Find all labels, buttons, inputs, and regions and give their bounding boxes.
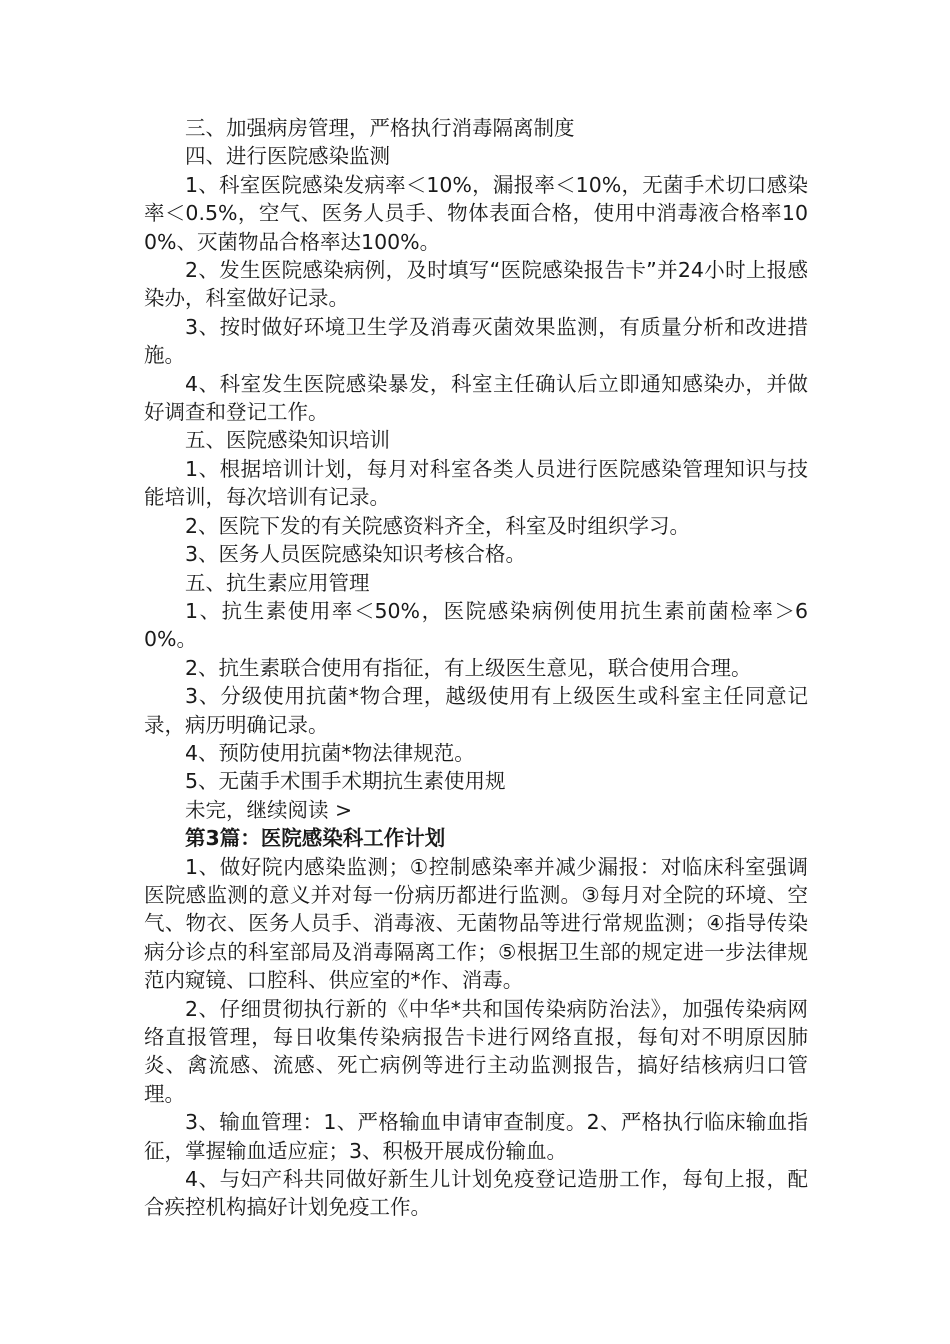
paragraph-epidemic-law: 2、仔细贯彻执行新的《中华*共和国传染病防治法》，加强传染病网络直报管理，每日收集传染病报告卡进行网络直报，每旬对不明原因肺炎、禽流感、流感、死亡病例等进行主动监测报告，搞好结核病归口管理。 bbox=[144, 996, 808, 1106]
paragraph-antibiotic-grading: 3、分级使用抗菌*物合理，越级使用有上级医生或科室主任同意记录，病历明确记录。 bbox=[144, 684, 808, 737]
paragraph-antibiotic-combination: 2、抗生素联合使用有指征，有上级医生意见，联合使用合理。 bbox=[185, 655, 752, 680]
paragraph-blood-transfusion: 3、输血管理：1、严格输血申请审查制度。2、严格执行临床输血指征，掌握输血适应症；3、积极开展成份输血。 bbox=[144, 1110, 808, 1163]
paragraph-hospital-monitoring: 1、做好院内感染监测；①控制感染率并减少漏报：对临床科室强调医院感监测的意义并对每一份病历都进行监测。③每月对全院的环境、空气、物衣、医务人员手、消毒液、无菌物品等进行常规监测；④指导传染病分诊点的科室部局及消毒隔离工作；⑤根据卫生部的规定进一步法律规范内窥镜、口腔科、供应室的*作、消毒。 bbox=[144, 854, 808, 993]
section-heading-infection-monitoring: 四、进行医院感染监测 bbox=[185, 144, 390, 169]
continue-reading-link[interactable]: 未完，继续阅读 > bbox=[185, 797, 353, 822]
paragraph-antibiotic-prevention: 4、预防使用抗菌*物法律规范。 bbox=[185, 740, 475, 765]
chapter-title: 第3篇：医院感染科工作计划 bbox=[185, 826, 446, 851]
paragraph-infection-report: 2、发生医院感染病例，及时填写“医院感染报告卡”并24小时上报感染办，科室做好记录。 bbox=[144, 258, 808, 311]
paragraph-environment-monitoring: 3、按时做好环境卫生学及消毒灭菌效果监测，有质量分析和改进措施。 bbox=[144, 314, 808, 368]
paragraph-outbreak-notification: 4、科室发生医院感染暴发，科室主任确认后立即通知感染办，并做好调查和登记工作。 bbox=[144, 371, 808, 425]
paragraph-immunization: 4、与妇产科共同做好新生儿计划免疫登记造册工作，每旬上报，配合疾控机构搞好计划免疫工作。 bbox=[144, 1167, 808, 1220]
paragraph-training-assessment: 3、医务人员医院感染知识考核合格。 bbox=[185, 542, 527, 567]
paragraph-antibiotic-rate: 1、抗生素使用率＜50%，医院感染病例使用抗生素前菌检率＞60%。 bbox=[144, 598, 808, 652]
section-heading-antibiotics: 五、抗生素应用管理 bbox=[185, 570, 370, 595]
paragraph-antibiotic-surgery: 5、无菌手术围手术期抗生素使用规 bbox=[185, 769, 506, 794]
section-heading-ward-management: 三、加强病房管理，严格执行消毒隔离制度 bbox=[185, 116, 575, 140]
document-page bbox=[144, 114, 808, 1222]
section-heading-training: 五、医院感染知识培训 bbox=[185, 428, 390, 453]
paragraph-training-materials: 2、医院下发的有关院感资料齐全，科室及时组织学习。 bbox=[185, 513, 691, 538]
paragraph-training-plan: 1、根据培训计划，每月对科室各类人员进行医院感染管理知识与技能培训，每次培训有记录。 bbox=[144, 456, 808, 510]
paragraph-infection-rate: 1、科室医院感染发病率＜10%，漏报率＜10%，无菌手术切口感染率＜0.5%，空气、医务人员手、物体表面合格，使用中消毒液合格率100%、灭菌物品合格率达100%。 bbox=[144, 172, 808, 254]
